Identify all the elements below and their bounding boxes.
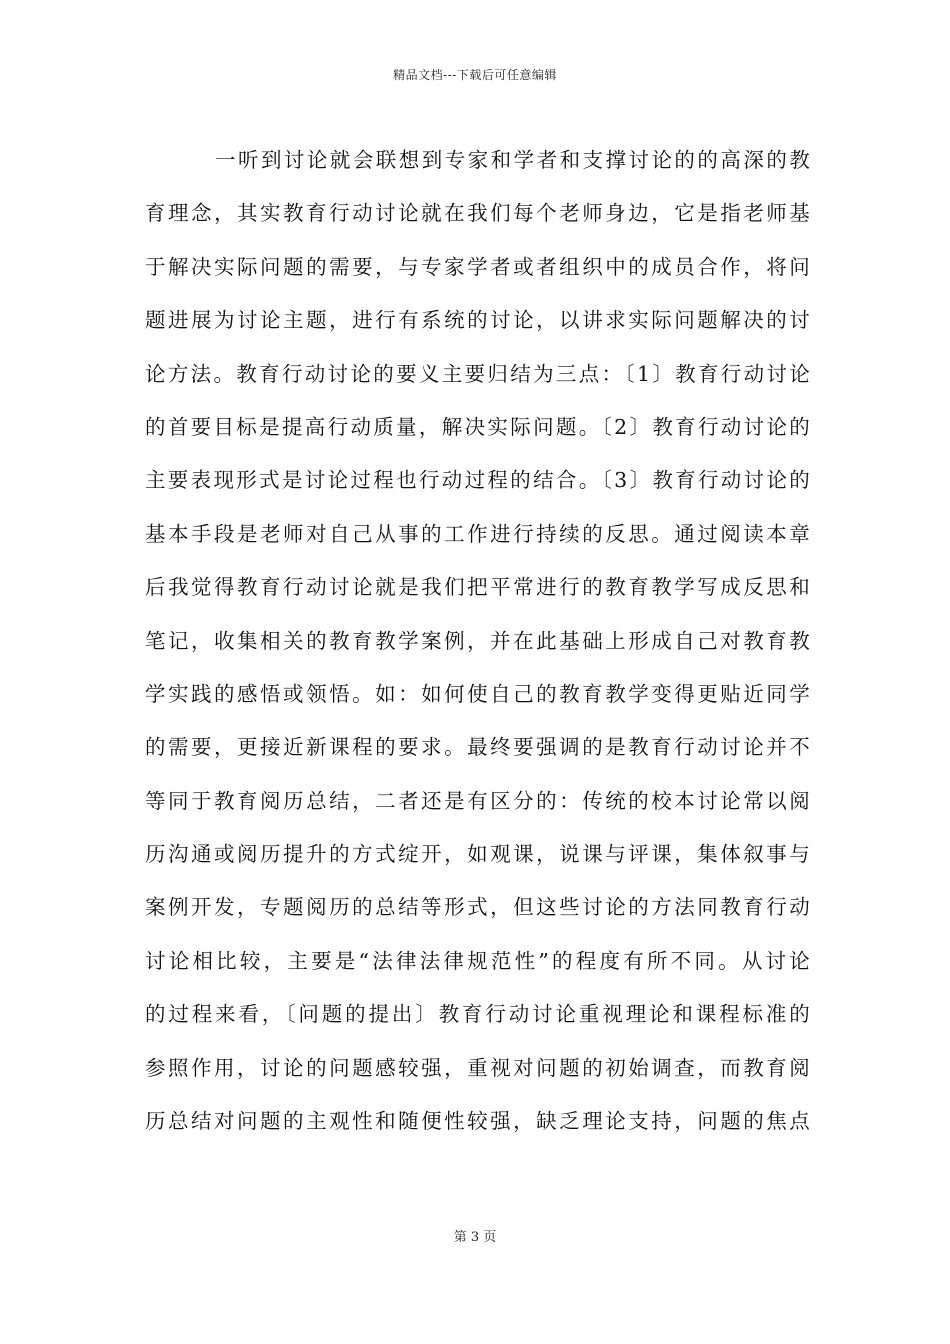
body-paragraph — [145, 134, 810, 1148]
paragraph-line: 主要表现形式是讨论过程也行动过程的结合。〔3〕教育行动讨论的 — [145, 468, 810, 493]
paragraph-line: 笔记，收集相关的教育教学案例，并在此基础上形成自己对教育教 — [145, 628, 810, 653]
paragraph-line: 案例开发，专题阅历的总结等形式，但这些讨论的方法同教育行动 — [145, 895, 810, 920]
paragraph-line: 基本手段是老师对自己从事的工作进行持续的反思。通过阅读本章 — [145, 521, 810, 546]
paragraph-line: 的首要目标是提高行动质量，解决实际问题。〔2〕教育行动讨论的 — [145, 414, 810, 439]
paragraph-line: 等同于教育阅历总结，二者还是有区分的：传统的校本讨论常以阅 — [145, 788, 810, 813]
page-header: 精品文档---下载后可任意编辑 — [393, 68, 557, 82]
paragraph-line: 历总结对问题的主观性和随便性较强，缺乏理论支持，问题的焦点 — [145, 1109, 810, 1134]
paragraph-line: 论方法。教育行动讨论的要义主要归结为三点：〔1〕教育行动讨论 — [145, 361, 810, 386]
paragraph-line: 的需要，更接近新课程的要求。最终要强调的是教育行动讨论并不 — [145, 735, 810, 760]
paragraph-line: 题进展为讨论主题，进行有系统的讨论，以讲求实际问题解决的讨 — [145, 308, 810, 333]
paragraph-line: 于解决实际问题的需要，与专家学者或者组织中的成员合作，将问 — [145, 254, 810, 279]
paragraph-line: 讨论相比较，主要是“法律法律规范性”的程度有所不同。从讨论 — [145, 948, 810, 973]
paragraph-line: 历沟通或阅历提升的方式绽开，如观课，说课与评课，集体叙事与 — [145, 842, 810, 867]
paragraph-line: 一听到讨论就会联想到专家和学者和支撑讨论的的高深的教 — [215, 148, 810, 172]
paragraph-line: 育理念，其实教育行动讨论就在我们每个老师身边，它是指老师基 — [145, 201, 810, 226]
paragraph-line: 学实践的感悟或领悟。如：如何使自己的教育教学变得更贴近同学 — [145, 681, 810, 706]
paragraph-line: 参照作用，讨论的问题感较强，重视对问题的初始调查，而教育阅 — [145, 1055, 810, 1080]
paragraph-line: 后我觉得教育行动讨论就是我们把平常进行的教育教学写成反思和 — [145, 575, 810, 600]
paragraph-line: 的过程来看，〔问题的提出〕教育行动讨论重视理论和课程标准的 — [145, 1002, 810, 1027]
page-number: 第 3 页 — [453, 1230, 497, 1245]
